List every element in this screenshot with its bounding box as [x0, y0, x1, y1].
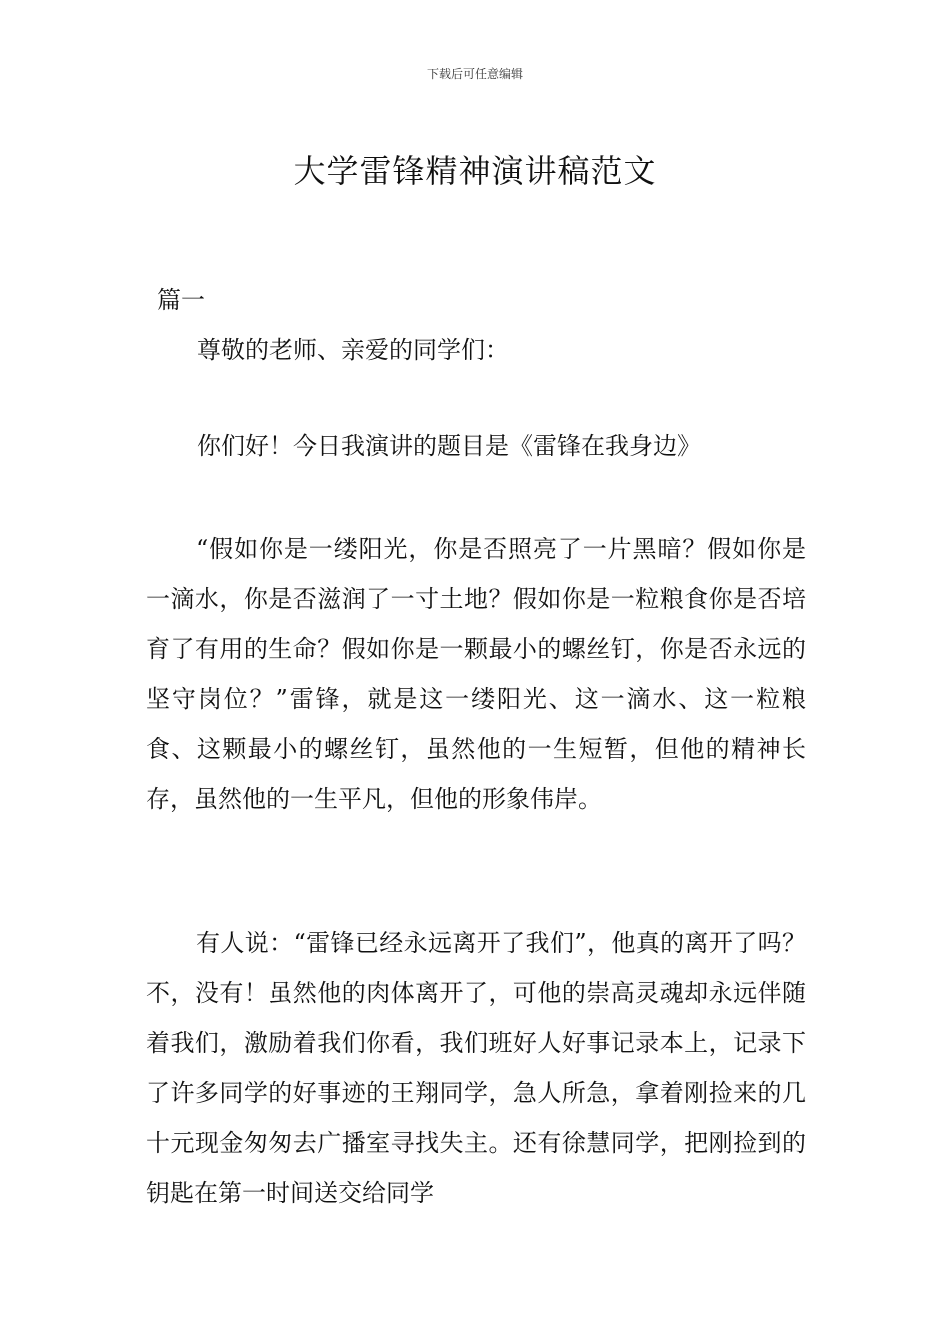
- header-note: 下载后可任意编辑: [426, 67, 523, 81]
- greeting: 你们好！今日我演讲的题目是《雷锋在我身边》: [197, 432, 701, 460]
- document-title: 大学雷锋精神演讲稿范文: [293, 152, 657, 191]
- section-label: 篇一: [157, 286, 205, 314]
- paragraph: 有人说：“雷锋已经永远离开了我们”，他真的离开了吗？不，没有！虽然他的肉体离开了，可他的崇高灵魂却永远伴随着我们，激励着我们你看，我们班好人好事记录本上，记录下了许多同学的好事迹的王翔同学，急人所急，拿着刚捡来的几十元现金匆匆去广播室寻找失主。还有徐慧同学，把刚捡到的钥匙在第一时间送交给同学: [146, 929, 806, 1207]
- paragraph: “假如你是一缕阳光，你是否照亮了一片黑暗？假如你是一滴水，你是否滋润了一寸土地？假如你是一粒粮食你是否培育了有用的生命？假如你是一颗最小的螺丝钉，你是否永远的坚守岗位？”雷锋，就是这一缕阳光、这一滴水、这一粒粮食、这颗最小的螺丝钉，虽然他的一生短暂，但他的精神长存，虽然他的一生平凡，但他的形象伟岸。: [146, 535, 806, 813]
- salutation: 尊敬的老师、亲爱的同学们：: [197, 336, 509, 364]
